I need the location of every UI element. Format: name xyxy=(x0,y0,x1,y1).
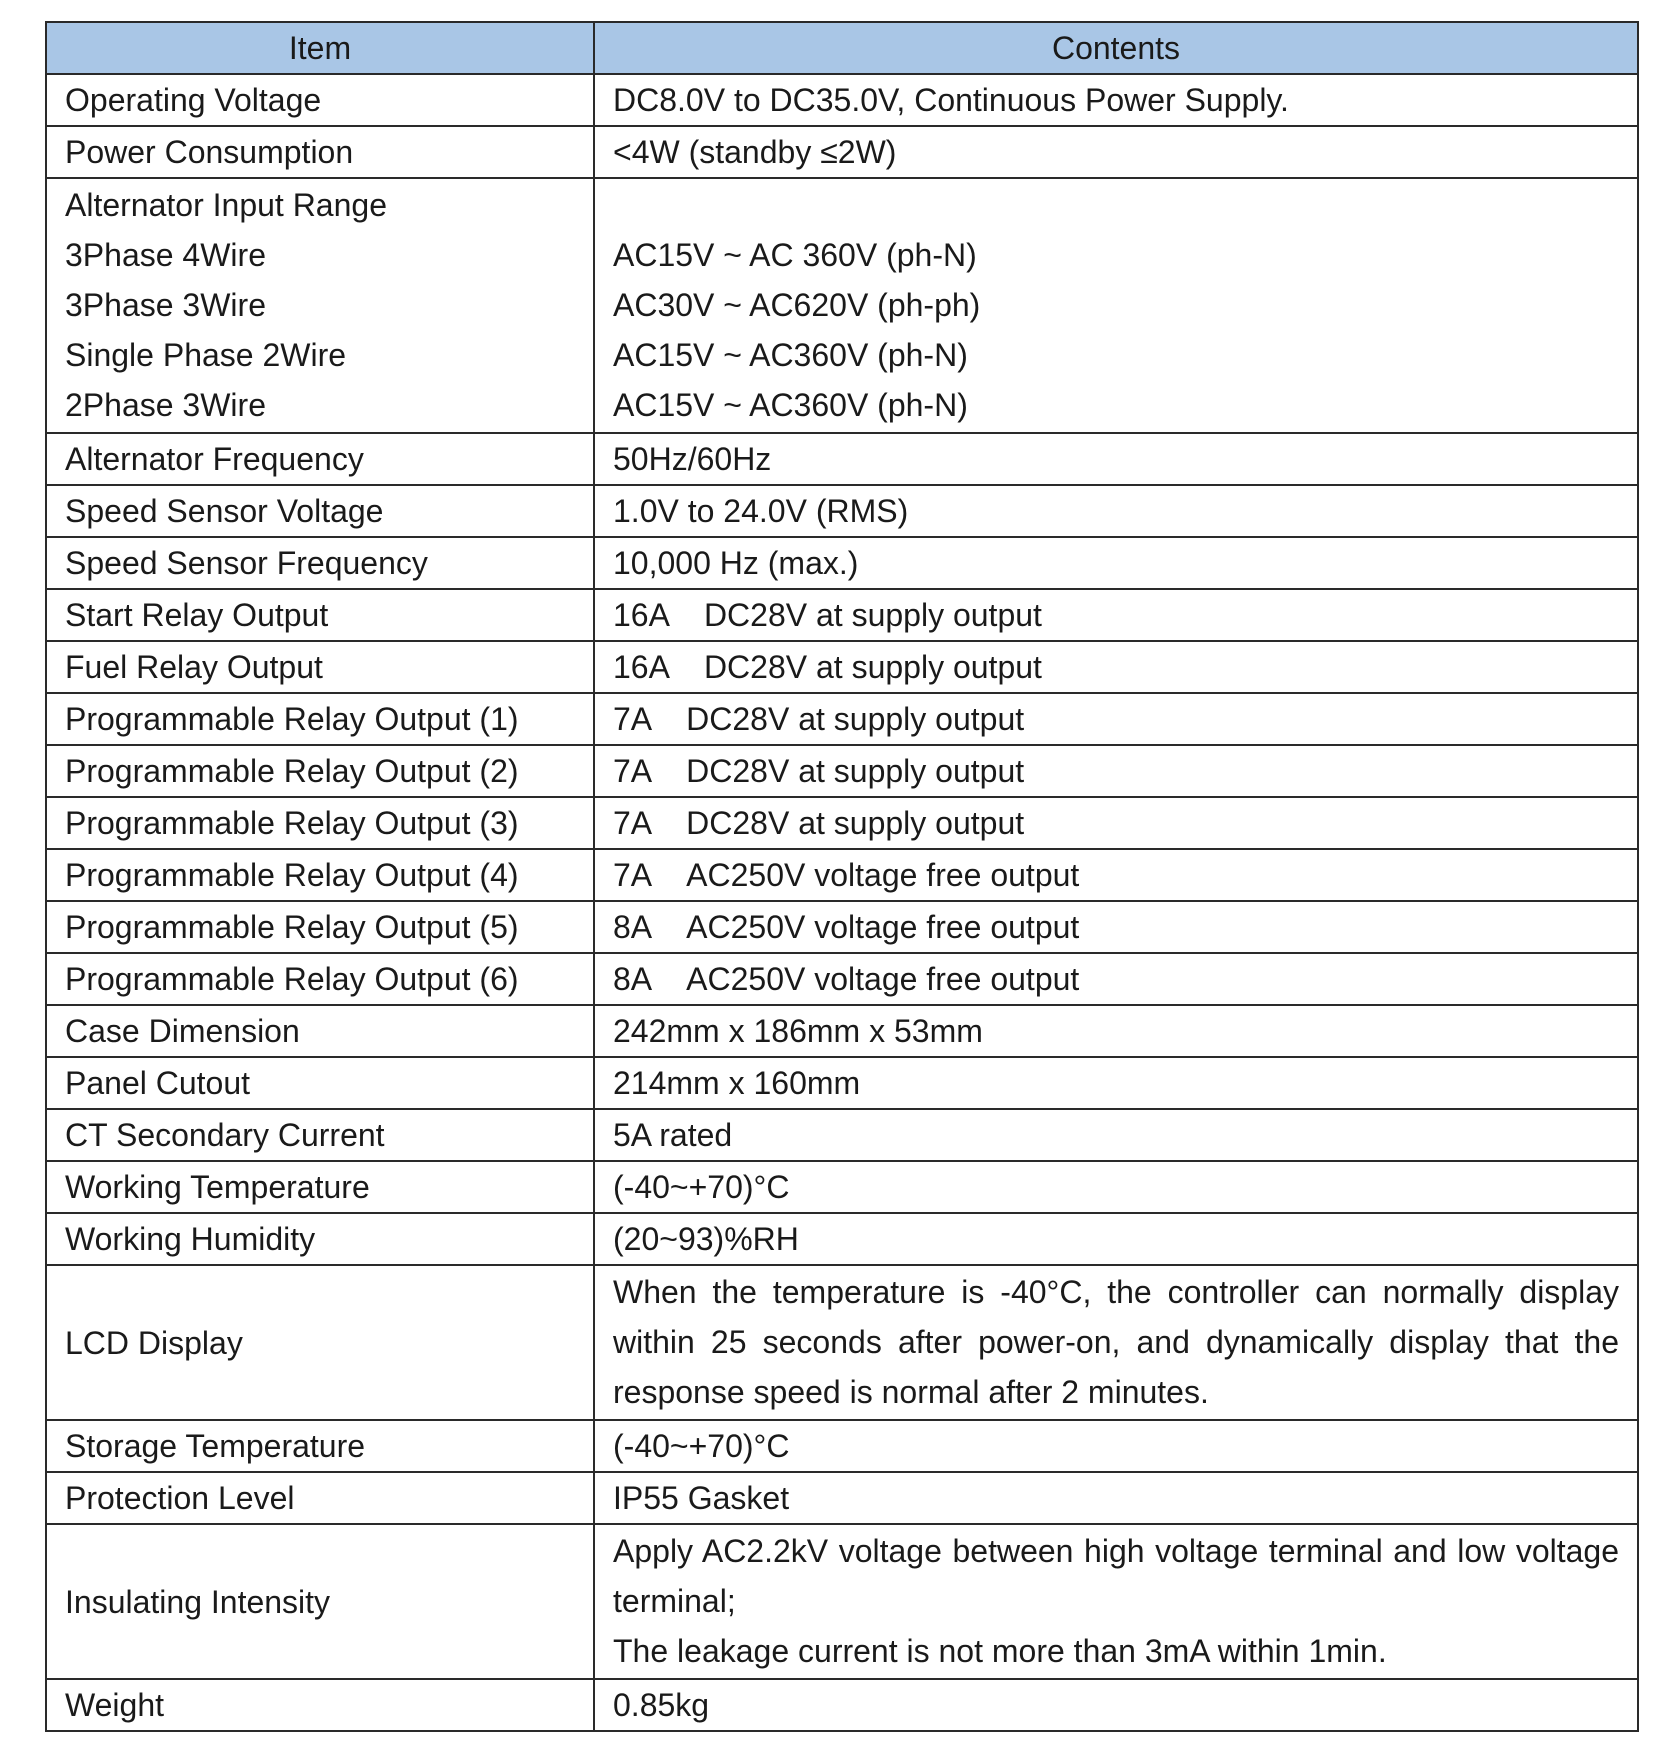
rating-value: 7A xyxy=(613,805,653,841)
table-row xyxy=(46,849,1638,901)
row-item: Weight xyxy=(46,1679,594,1731)
table-row xyxy=(46,745,1638,797)
row-item: Working Temperature xyxy=(46,1161,594,1213)
row-item: Programmable Relay Output (5) xyxy=(46,901,594,953)
row-contents xyxy=(594,693,1638,745)
column-header-item: Item xyxy=(46,22,594,74)
row-item xyxy=(46,178,594,433)
table-row xyxy=(46,1472,1638,1524)
row-contents: (-40~+70)°C xyxy=(594,1420,1638,1472)
table-row xyxy=(46,1005,1638,1057)
row-item-title: Alternator Input Range xyxy=(65,187,387,223)
row-contents: 214mm x 160mm xyxy=(594,1057,1638,1109)
table-row xyxy=(46,1161,1638,1213)
row-contents-spacer xyxy=(613,180,1619,230)
table-row xyxy=(46,1057,1638,1109)
row-sub-item: 2Phase 3Wire xyxy=(65,387,266,423)
table-header xyxy=(46,22,1638,74)
row-item: Insulating Intensity xyxy=(46,1524,594,1679)
table-row xyxy=(46,641,1638,693)
row-contents xyxy=(594,1265,1638,1420)
table-row xyxy=(46,589,1638,641)
row-contents xyxy=(594,797,1638,849)
rating-value: 16A xyxy=(613,597,670,633)
rating-detail: DC28V at supply output xyxy=(686,753,1025,789)
row-item: Programmable Relay Output (2) xyxy=(46,745,594,797)
table-row xyxy=(46,953,1638,1005)
row-item: LCD Display xyxy=(46,1265,594,1420)
row-item: Speed Sensor Frequency xyxy=(46,537,594,589)
rating-detail: DC28V at supply output xyxy=(703,649,1042,685)
rating-detail: DC28V at supply output xyxy=(703,597,1042,633)
header-row xyxy=(46,22,1638,74)
row-item: Power Consumption xyxy=(46,126,594,178)
row-item: Programmable Relay Output (1) xyxy=(46,693,594,745)
row-sub-contents: AC15V ~ AC360V (ph-N) xyxy=(613,387,968,423)
row-sub-item: Single Phase 2Wire xyxy=(65,337,347,373)
table-row xyxy=(46,74,1638,126)
rating-detail: AC250V voltage free output xyxy=(686,909,1080,945)
row-item: CT Secondary Current xyxy=(46,1109,594,1161)
row-contents xyxy=(594,1524,1638,1679)
rating-detail: AC250V voltage free output xyxy=(686,857,1080,893)
row-contents: 50Hz/60Hz xyxy=(594,433,1638,485)
row-item: Programmable Relay Output (3) xyxy=(46,797,594,849)
row-sub-contents: AC15V ~ AC360V (ph-N) xyxy=(613,337,968,373)
table-row xyxy=(46,693,1638,745)
rating-value: 7A xyxy=(613,857,653,893)
row-contents xyxy=(594,849,1638,901)
row-contents: 10,000 Hz (max.) xyxy=(594,537,1638,589)
rating-value: 7A xyxy=(613,753,653,789)
row-item: Programmable Relay Output (6) xyxy=(46,953,594,1005)
row-contents: DC8.0V to DC35.0V, Continuous Power Supply. xyxy=(594,74,1638,126)
row-item: Fuel Relay Output xyxy=(46,641,594,693)
row-item: Case Dimension xyxy=(46,1005,594,1057)
row-contents xyxy=(594,901,1638,953)
row-sub-contents: AC15V ~ AC 360V (ph-N) xyxy=(613,237,977,273)
rating-value: 8A xyxy=(613,909,653,945)
row-sub-item: 3Phase 3Wire xyxy=(65,287,266,323)
lcd-display-text: When the temperature is -40°C, the controller can normally display within 25 seconds after power-on, and dynamically display that the response speed is normal after 2 minutes. xyxy=(613,1274,1619,1410)
table-row xyxy=(46,901,1638,953)
insulating-intensity-line: Apply AC2.2kV voltage between high voltage terminal and low voltage terminal; xyxy=(613,1533,1619,1619)
row-sub-item: 3Phase 4Wire xyxy=(65,237,266,273)
table-row xyxy=(46,178,1638,433)
rating-value: 16A xyxy=(613,649,670,685)
table-row xyxy=(46,126,1638,178)
row-item: Protection Level xyxy=(46,1472,594,1524)
row-item: Speed Sensor Voltage xyxy=(46,485,594,537)
insulating-intensity-line: The leakage current is not more than 3mA within 1min. xyxy=(613,1633,1387,1669)
column-header-contents: Contents xyxy=(594,22,1638,74)
table-row xyxy=(46,1109,1638,1161)
row-item: Alternator Frequency xyxy=(46,433,594,485)
row-contents: (20~93)%RH xyxy=(594,1213,1638,1265)
table-row xyxy=(46,1265,1638,1420)
rating-detail: AC250V voltage free output xyxy=(686,961,1080,997)
row-sub-contents: AC30V ~ AC620V (ph-ph) xyxy=(613,287,981,323)
rating-detail: DC28V at supply output xyxy=(686,701,1025,737)
table-row xyxy=(46,797,1638,849)
row-contents: 242mm x 186mm x 53mm xyxy=(594,1005,1638,1057)
row-contents: (-40~+70)°C xyxy=(594,1161,1638,1213)
row-contents: 5A rated xyxy=(594,1109,1638,1161)
row-item: Operating Voltage xyxy=(46,74,594,126)
rating-detail: DC28V at supply output xyxy=(686,805,1025,841)
table-body xyxy=(46,74,1638,1731)
row-contents: 0.85kg xyxy=(594,1679,1638,1731)
table-row xyxy=(46,1524,1638,1679)
row-contents xyxy=(594,641,1638,693)
rating-value: 7A xyxy=(613,701,653,737)
row-item: Start Relay Output xyxy=(46,589,594,641)
table-row xyxy=(46,433,1638,485)
row-contents xyxy=(594,953,1638,1005)
row-contents: IP55 Gasket xyxy=(594,1472,1638,1524)
table-row xyxy=(46,1420,1638,1472)
row-contents xyxy=(594,589,1638,641)
row-item: Programmable Relay Output (4) xyxy=(46,849,594,901)
row-contents: <4W (standby ≤2W) xyxy=(594,126,1638,178)
row-item: Panel Cutout xyxy=(46,1057,594,1109)
table-row xyxy=(46,1213,1638,1265)
table-row xyxy=(46,485,1638,537)
specification-table xyxy=(45,21,1639,1732)
table-row xyxy=(46,537,1638,589)
rating-value: 8A xyxy=(613,961,653,997)
row-item: Storage Temperature xyxy=(46,1420,594,1472)
row-contents: 1.0V to 24.0V (RMS) xyxy=(594,485,1638,537)
table-row xyxy=(46,1679,1638,1731)
row-contents xyxy=(594,745,1638,797)
row-item: Working Humidity xyxy=(46,1213,594,1265)
row-contents xyxy=(594,178,1638,433)
